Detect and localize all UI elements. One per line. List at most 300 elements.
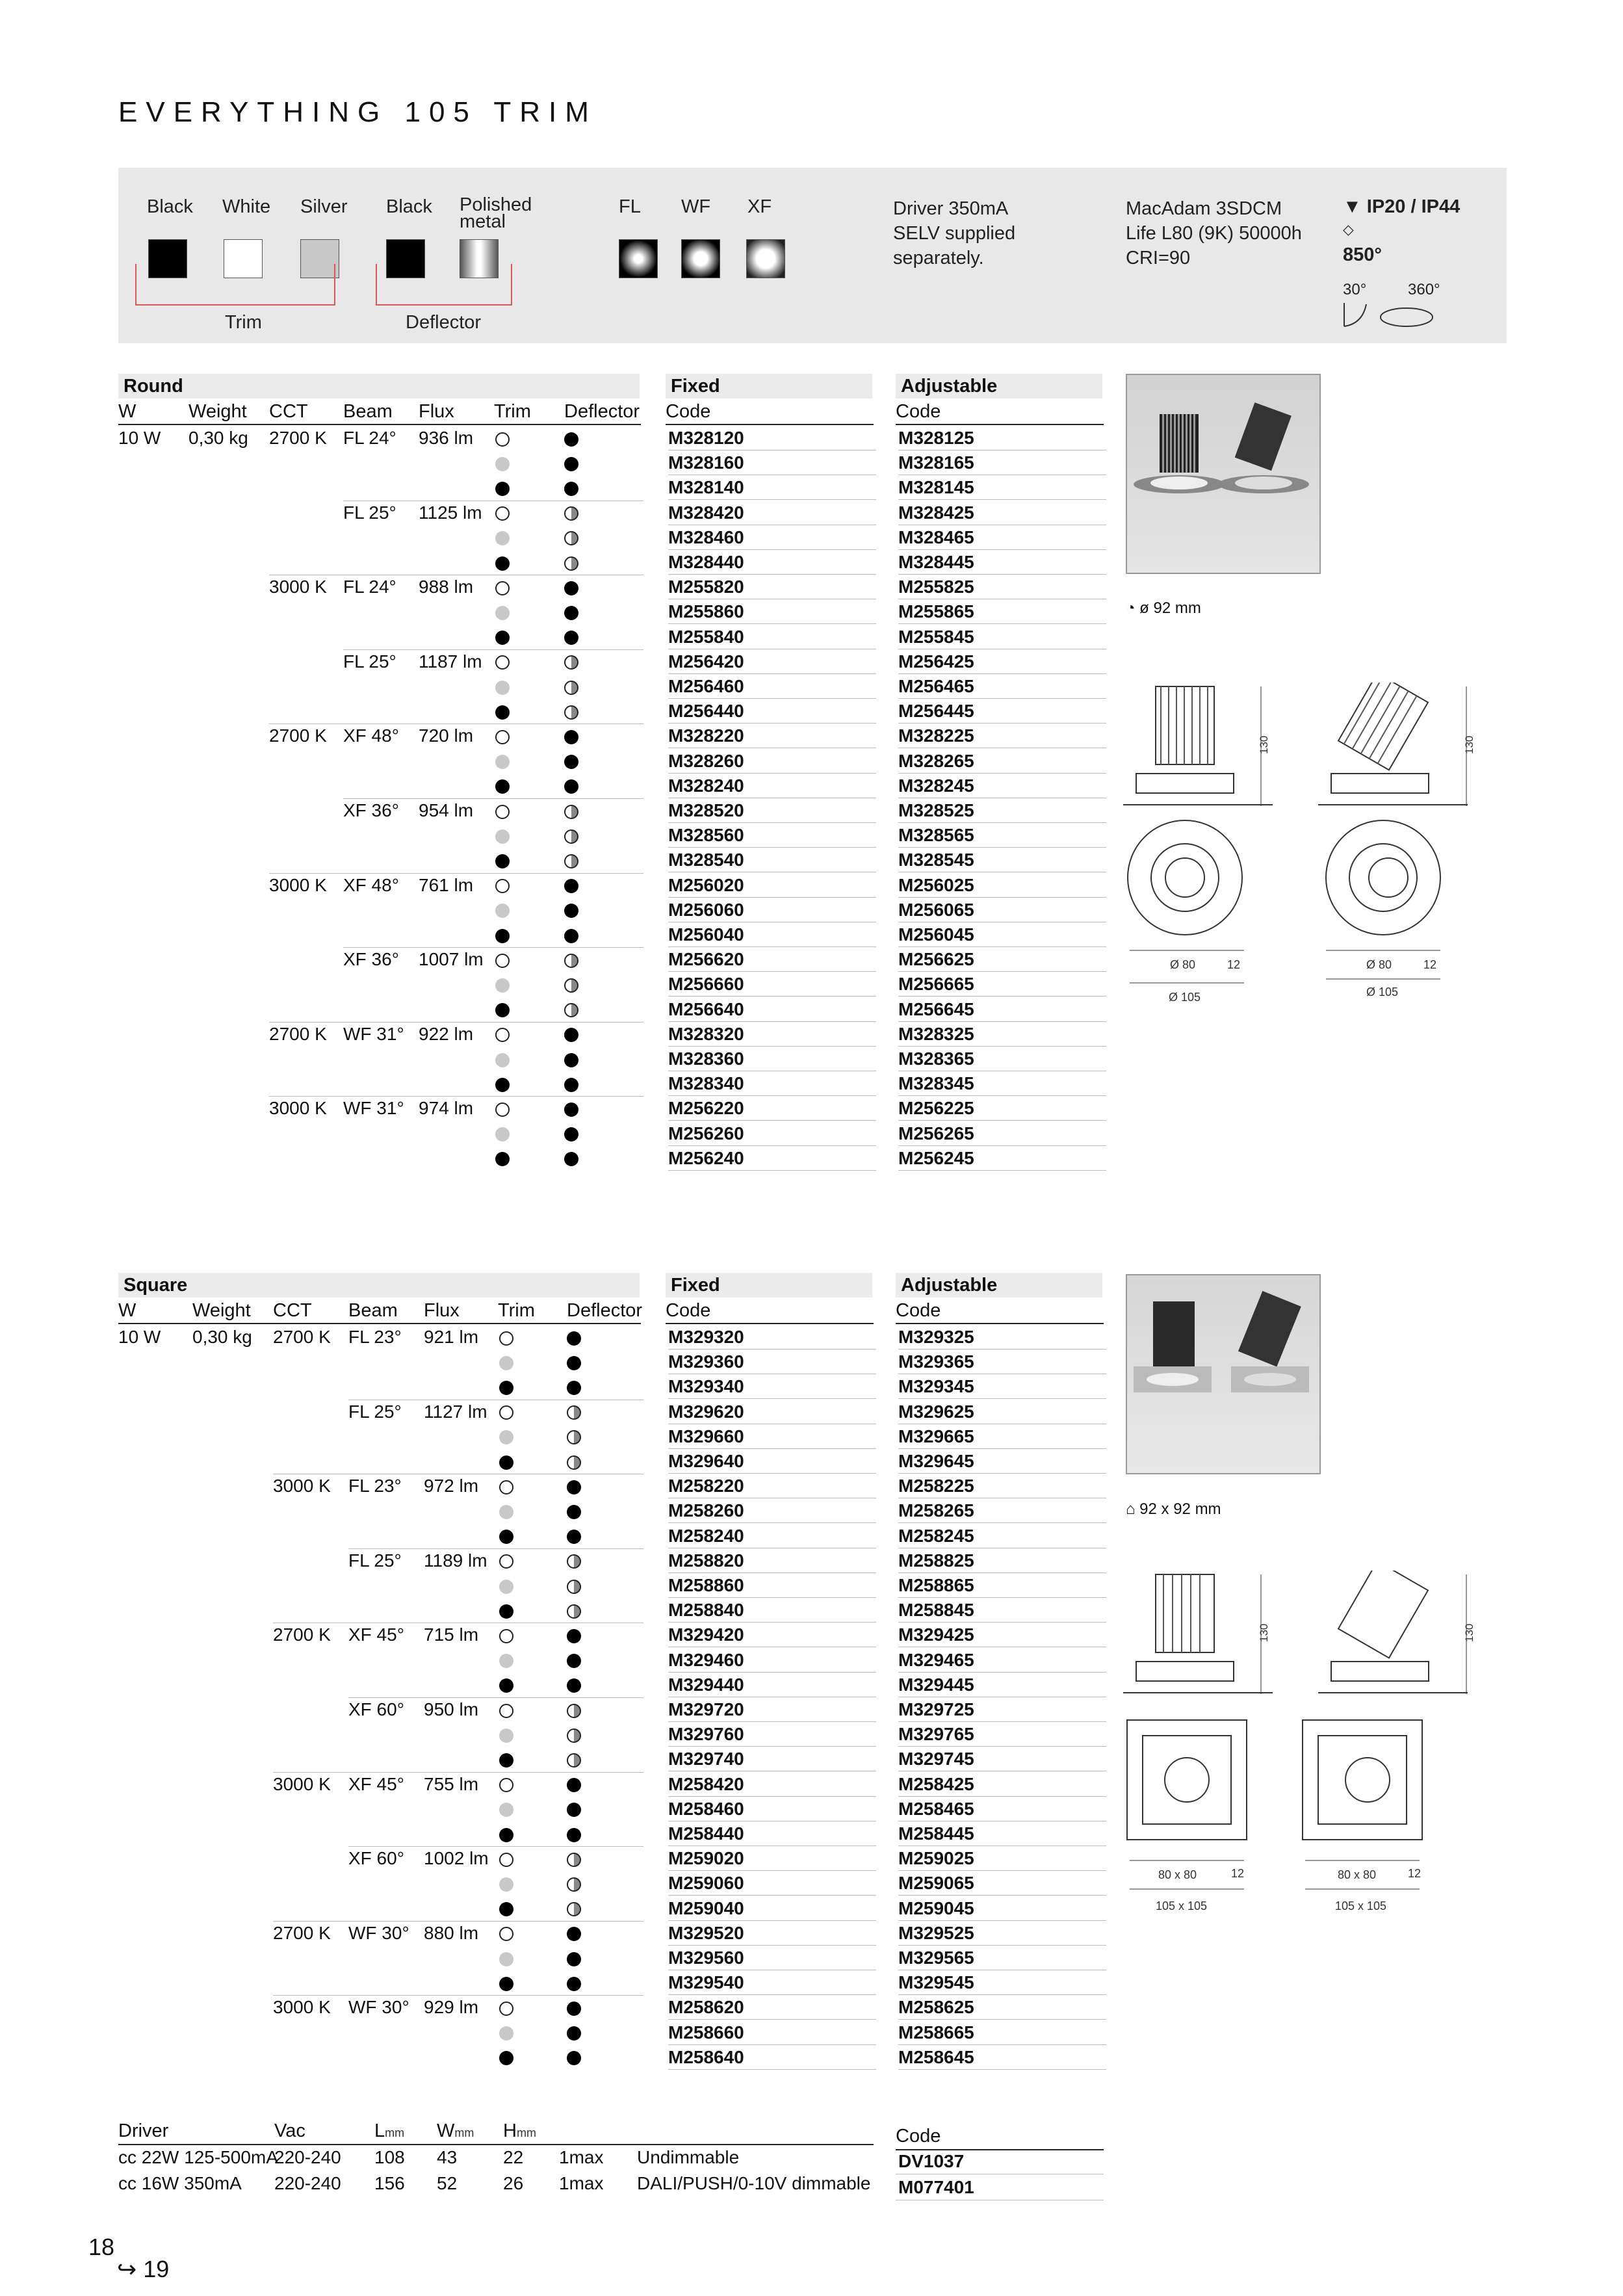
cell-fixed-code: M256020: [668, 874, 744, 895]
col-w: W: [118, 1300, 136, 1321]
cell-beam: FL 23°: [348, 1476, 402, 1496]
round-dim-trim: 12: [1227, 958, 1241, 971]
cell-adjustable-code: M329545: [898, 1972, 974, 1993]
cell-fixed-code: M258220: [668, 1476, 744, 1496]
table-row: [118, 724, 1106, 748]
driver-cell: 22: [503, 2147, 524, 2167]
color-code: 850°: [1343, 244, 1382, 265]
row-divider: [898, 1170, 1106, 1171]
cell-adjustable-code: M328225: [898, 725, 974, 746]
cell-adjustable-code: M258265: [898, 1500, 974, 1521]
table-row: [118, 1573, 1106, 1598]
cell-fixed-code: M329340: [668, 1376, 744, 1397]
deflector-dot-icon: [564, 475, 578, 500]
table-row: [118, 575, 1106, 599]
cell-adjustable-code: M328325: [898, 1023, 974, 1044]
trim-dot-icon: [499, 1722, 513, 1747]
cell-fixed-code: M329560: [668, 1948, 744, 1968]
driver-cell: DV1037: [898, 2151, 965, 2171]
cell-fixed-code: M258420: [668, 1773, 744, 1794]
cell-adjustable-code: M259065: [898, 1873, 974, 1894]
driver-cell: 108: [374, 2147, 405, 2167]
cell-adjustable-code: M258845: [898, 1600, 974, 1621]
table-row: [118, 2020, 1106, 2045]
cell-adjustable-code: M329325: [898, 1327, 974, 1347]
deflector-dot-icon: [567, 2020, 581, 2045]
deflector-dot-icon: [564, 575, 578, 599]
cell-cct: 2700 K: [269, 1023, 327, 1044]
deflector-dot-icon: [564, 1071, 578, 1096]
cell-adjustable-code: M329425: [898, 1624, 974, 1645]
beam-wf-icon: [681, 239, 720, 278]
cell-fixed-code: M258840: [668, 1600, 744, 1621]
table-row: [118, 450, 1106, 475]
cell-adjustable-code: M258245: [898, 1525, 974, 1546]
cell-adjustable-code: M329525: [898, 1922, 974, 1943]
deflector-dot-icon: [564, 873, 578, 898]
cell-beam: FL 25°: [343, 502, 396, 523]
table-row: [118, 1846, 1106, 1871]
cell-adjustable-code: M256025: [898, 874, 974, 895]
deflector-dot-icon: [564, 997, 578, 1022]
cell-flux: 1189 lm: [424, 1550, 487, 1571]
deflector-dot-icon: [567, 1871, 581, 1896]
cell-adjustable-code: M328165: [898, 452, 974, 473]
deflector-dot-icon: [564, 922, 578, 947]
cell-adjustable-code: M328425: [898, 502, 974, 523]
trim-dot-icon: [495, 426, 510, 450]
round-cutout: ◔ ø 92 mm: [1126, 599, 1201, 617]
table-row: [118, 1449, 1106, 1474]
square-adj-height-dim: 130: [1463, 1623, 1475, 1642]
deflector-dot-icon: [564, 550, 578, 575]
cell-fixed-code: M328120: [668, 428, 744, 448]
driver-col-code: Code: [896, 2126, 941, 2146]
cell-adjustable-code: M328245: [898, 775, 974, 796]
driver-cell: M077401: [898, 2177, 974, 2197]
cell-fixed-code: M328320: [668, 1023, 744, 1044]
col-weight: Weight: [188, 401, 247, 422]
deflector-dot-icon: [567, 1400, 581, 1424]
trim-dot-icon: [499, 1797, 513, 1821]
deflector-dot-icon: [567, 1474, 581, 1498]
col-flux: Flux: [424, 1300, 460, 1321]
square-adj-dim-trim: 12: [1408, 1867, 1422, 1880]
beam-xf-icon: [746, 239, 785, 278]
cell-adjustable-code: M328365: [898, 1049, 974, 1069]
driver-cell: Undimmable: [637, 2147, 740, 2167]
cell-flux: 972 lm: [424, 1476, 479, 1496]
driver-cell: 52: [437, 2173, 458, 2193]
col-trim: Trim: [494, 401, 531, 422]
cell-beam: XF 60°: [348, 1699, 404, 1719]
table-row: [118, 1673, 1106, 1697]
cell-beam: XF 45°: [348, 1624, 404, 1645]
trim-dot-icon: [499, 1374, 513, 1399]
page-number: 18: [88, 2234, 115, 2260]
table-row: [118, 898, 1106, 922]
cell-beam: WF 30°: [348, 1922, 409, 1943]
cell-adjustable-code: M328265: [898, 750, 974, 771]
cell-cct: 3000 K: [273, 1773, 331, 1794]
cell-cct: 3000 K: [269, 1098, 327, 1119]
deflector-dot-icon: [567, 1846, 581, 1871]
table-row: [118, 1797, 1106, 1821]
cell-beam: FL 25°: [343, 651, 396, 672]
trim-dot-icon: [495, 724, 510, 748]
table-row: [118, 1648, 1106, 1673]
cell-fixed-code: M328560: [668, 825, 744, 846]
round-adj-height-dim: 130: [1463, 735, 1475, 754]
deflector-dot-icon: [567, 1648, 581, 1673]
deflector-dot-icon: [567, 1673, 581, 1697]
cell-beam: FL 24°: [343, 428, 396, 448]
cell-fixed-code: M329720: [668, 1699, 744, 1719]
cell-fixed-code: M258860: [668, 1575, 744, 1595]
square-rule: [118, 1323, 641, 1324]
deflector-dot-icon: [567, 1747, 581, 1771]
cell-adjustable-code: M328525: [898, 800, 974, 820]
cell-fixed-code: M329660: [668, 1426, 744, 1446]
trim-dot-icon: [495, 749, 510, 774]
cell-fixed-code: M258440: [668, 1823, 744, 1844]
group-divider: [269, 1022, 643, 1023]
table-row: [118, 1970, 1106, 1995]
deflector-dot-icon: [567, 1921, 581, 1946]
cell-adjustable-code: M256265: [898, 1123, 974, 1143]
deflector-dot-icon: [567, 1970, 581, 1995]
driver-cell: 43: [437, 2147, 458, 2167]
cell-fixed-code: M328340: [668, 1073, 744, 1094]
table-row: [118, 501, 1106, 525]
cell-flux: 755 lm: [424, 1773, 479, 1794]
class-icon: ⬦: [1343, 221, 1354, 239]
cell-fixed-code: M258620: [668, 1997, 744, 2018]
deflector-dot-icon: [567, 1946, 581, 1970]
beam-fl-icon: [619, 239, 658, 278]
table-row: [118, 848, 1106, 872]
cell-fixed-code: M329460: [668, 1649, 744, 1670]
table-row: [118, 674, 1106, 699]
group-divider: [348, 1548, 643, 1549]
cell-adjustable-code: M329665: [898, 1426, 974, 1446]
cell-flux: 974 lm: [419, 1098, 474, 1119]
round-rule: [118, 424, 641, 425]
driver-col-w: Wmm: [437, 2120, 474, 2141]
table-row: [118, 922, 1106, 947]
trim-dot-icon: [495, 848, 510, 872]
driver-note: Driver 350mA SELV supplied separately.: [893, 198, 1016, 268]
group-divider: [343, 947, 643, 948]
cell-fixed-code: M328140: [668, 477, 744, 498]
square-cutout: ⌂ 92 x 92 mm: [1126, 1500, 1221, 1518]
cell-cct: 2700 K: [269, 428, 327, 448]
cell-flux: 1125 lm: [419, 502, 482, 523]
cell-weight: 0,30 kg: [188, 428, 248, 448]
deflector-dot-icon: [567, 1797, 581, 1821]
table-row: [118, 599, 1106, 624]
trim-label: Trim: [225, 312, 262, 333]
table-row: [118, 1325, 1106, 1350]
cell-flux: 922 lm: [419, 1023, 474, 1044]
deflector-dot-icon: [564, 749, 578, 774]
col-adjustable-code: Code: [896, 401, 941, 422]
macadam-note: MacAdam 3SDCM Life L80 (9K) 50000h CRI=90: [1126, 198, 1302, 268]
round-adj-dim-trim: 12: [1423, 958, 1437, 971]
trim-dot-icon: [499, 1474, 513, 1498]
cell-adjustable-code: M329725: [898, 1699, 974, 1719]
cell-beam: XF 36°: [343, 949, 399, 970]
driver-cell: cc 16W 350mA: [118, 2173, 242, 2193]
deflector-dot-icon: [567, 1498, 581, 1523]
cell-cct: 2700 K: [273, 1922, 331, 1943]
beam-xf-label: XF: [747, 196, 772, 217]
row-divider: [898, 2069, 1106, 2070]
cell-adjustable-code: M328125: [898, 428, 974, 448]
cell-fixed-code: M259060: [668, 1873, 744, 1894]
col-fixed-code: Code: [666, 1300, 711, 1321]
cell-flux: 720 lm: [419, 725, 474, 746]
cell-flux: 715 lm: [424, 1624, 479, 1645]
arrow-right-icon: ↪: [117, 2256, 137, 2282]
trim-dot-icon: [495, 997, 510, 1022]
cell-adjustable-code: M329765: [898, 1724, 974, 1745]
driver-row: [118, 2145, 1106, 2170]
deflector-dot-icon: [564, 426, 578, 450]
trim-dot-icon: [495, 674, 510, 699]
table-row: [118, 649, 1106, 674]
cell-fixed-code: M258660: [668, 2022, 744, 2042]
group-divider: [343, 649, 643, 650]
cell-adjustable-code: M328565: [898, 825, 974, 846]
cell-adjustable-code: M258665: [898, 2022, 974, 2042]
trim-dot-icon: [499, 1623, 513, 1647]
col-beam: Beam: [348, 1300, 398, 1321]
next-page-link[interactable]: ↪ 19: [117, 2256, 170, 2282]
round-dim-inner: Ø 80: [1170, 958, 1196, 971]
col-deflector: Deflector: [567, 1300, 643, 1321]
cell-fixed-code: M328220: [668, 725, 744, 746]
deflector-dot-icon: [567, 1548, 581, 1573]
deflector-dot-icon: [564, 724, 578, 748]
cell-adjustable-code: M329565: [898, 1948, 974, 1968]
driver-table: [118, 2119, 1106, 2210]
square-fixed-rule: [666, 1323, 874, 1324]
table-row: [118, 1548, 1106, 1573]
cell-w: 10 W: [118, 428, 161, 448]
cell-adjustable-code: M256045: [898, 924, 974, 945]
square-dim-outer: 105 x 105: [1156, 1899, 1208, 1912]
cell-fixed-code: M329620: [668, 1401, 744, 1422]
cell-flux: 954 lm: [419, 800, 474, 820]
cell-adjustable-code: M256065: [898, 899, 974, 920]
round-adj-dim-outer: Ø 105: [1366, 985, 1399, 998]
cell-adjustable-code: M328345: [898, 1073, 974, 1094]
trim-dot-icon: [499, 1573, 513, 1598]
table-row: [118, 1047, 1106, 1071]
cell-beam: XF 60°: [348, 1848, 404, 1869]
deflector-dot-icon: [567, 1524, 581, 1548]
tilt-angle: 30°: [1343, 281, 1367, 298]
cell-fixed-code: M328540: [668, 850, 744, 870]
cell-flux: 921 lm: [424, 1327, 479, 1347]
col-beam: Beam: [343, 401, 393, 422]
cell-fixed-code: M256460: [668, 676, 744, 696]
cell-flux: 936 lm: [419, 428, 474, 448]
trim-dot-icon: [499, 1325, 513, 1350]
cell-fixed-code: M258460: [668, 1798, 744, 1819]
deflector-dot-icon: [567, 1697, 581, 1722]
cell-fixed-code: M328360: [668, 1049, 744, 1069]
col-adjustable-code: Code: [896, 1300, 941, 1321]
table-row: [118, 823, 1106, 848]
trim-dot-icon: [499, 1524, 513, 1548]
deflector-dot-icon: [567, 1449, 581, 1474]
trim-dot-icon: [495, 501, 510, 525]
cell-weight: 0,30 kg: [192, 1327, 252, 1347]
cell-adjustable-code: M258225: [898, 1476, 974, 1496]
cell-beam: WF 31°: [343, 1023, 404, 1044]
trim-silver-label: Silver: [300, 196, 348, 217]
cell-cct: 2700 K: [273, 1624, 331, 1645]
table-row: [118, 1623, 1106, 1647]
driver-cell: cc 22W 125-500mA: [118, 2147, 278, 2167]
table-row: [118, 873, 1106, 898]
cell-fixed-code: M258820: [668, 1550, 744, 1571]
trim-dot-icon: [499, 1946, 513, 1970]
trim-dot-icon: [499, 1697, 513, 1722]
cell-fixed-code: M329360: [668, 1351, 744, 1372]
col-cct: CCT: [273, 1300, 312, 1321]
table-row: [118, 1071, 1106, 1096]
cell-fixed-code: M328460: [668, 527, 744, 547]
deflector-dot-icon: [564, 947, 578, 972]
table-row: [118, 1146, 1106, 1171]
deflector-dot-icon: [564, 798, 578, 823]
row-divider: [668, 2069, 876, 2070]
trim-dot-icon: [495, 1121, 510, 1146]
table-row: [118, 1400, 1106, 1424]
cell-adjustable-code: M256445: [898, 701, 974, 722]
cell-beam: FL 24°: [343, 577, 396, 597]
cell-w: 10 W: [118, 1327, 161, 1347]
cell-fixed-code: M328260: [668, 750, 744, 771]
cell-fixed-code: M328440: [668, 552, 744, 572]
deflector-dot-icon: [564, 972, 578, 997]
cell-adjustable-code: M258425: [898, 1773, 974, 1794]
deflector-dot-icon: [567, 1896, 581, 1921]
trim-white-label: White: [222, 196, 271, 217]
table-row: [118, 1946, 1106, 1970]
trim-dot-icon: [499, 1449, 513, 1474]
cell-fixed-code: M259020: [668, 1848, 744, 1869]
cell-adjustable-code: M255865: [898, 601, 974, 622]
table-row: [118, 1350, 1106, 1374]
table-row: [118, 1022, 1106, 1047]
driver-cell: 220-240: [274, 2147, 341, 2167]
trim-dot-icon: [499, 1921, 513, 1946]
deflector-dot-icon: [564, 848, 578, 872]
trim-dot-icon: [499, 1548, 513, 1573]
rotation-icon: [1343, 298, 1434, 330]
deflector-polished-label: Polished metal: [460, 194, 532, 232]
trim-dot-icon: [495, 450, 510, 475]
cell-adjustable-code: M256225: [898, 1098, 974, 1119]
trim-dot-icon: [495, 972, 510, 997]
table-row: [118, 972, 1106, 997]
trim-dot-icon: [499, 1673, 513, 1697]
trim-dot-icon: [499, 1498, 513, 1523]
group-divider: [269, 873, 643, 874]
driver-cell: DALI/PUSH/0-10V dimmable: [637, 2173, 871, 2193]
cell-adjustable-code: M256645: [898, 998, 974, 1019]
cell-adjustable-code: M256465: [898, 676, 974, 696]
cell-fixed-code: M256260: [668, 1123, 744, 1143]
cell-flux: 1007 lm: [419, 949, 484, 970]
trim-dot-icon: [495, 774, 510, 798]
cell-adjustable-code: M328465: [898, 527, 974, 547]
cell-beam: FL 25°: [348, 1550, 402, 1571]
cell-adjustable-code: M256625: [898, 949, 974, 970]
trim-black-label: Black: [147, 196, 193, 217]
deflector-dot-icon: [564, 450, 578, 475]
group-divider: [343, 798, 643, 799]
driver-cell: 26: [503, 2173, 524, 2193]
cell-flux: 880 lm: [424, 1922, 479, 1943]
cell-fixed-code: M256660: [668, 974, 744, 995]
col-flux: Flux: [419, 401, 454, 422]
trim-dot-icon: [499, 2045, 513, 2070]
deflector-dot-icon: [567, 1325, 581, 1350]
table-row: [118, 997, 1106, 1022]
cell-adjustable-code: M259025: [898, 1848, 974, 1869]
cell-fixed-code: M259040: [668, 1898, 744, 1918]
cell-fixed-code: M256060: [668, 899, 744, 920]
trim-dot-icon: [495, 823, 510, 848]
cell-fixed-code: M328420: [668, 502, 744, 523]
table-row: [118, 1747, 1106, 1771]
cell-adjustable-code: M255845: [898, 626, 974, 647]
trim-dot-icon: [499, 1648, 513, 1673]
round-table: [118, 374, 1106, 1180]
cell-fixed-code: M256640: [668, 998, 744, 1019]
cell-flux: 988 lm: [419, 577, 474, 597]
trim-dot-icon: [495, 599, 510, 624]
trim-dot-icon: [495, 649, 510, 674]
row-divider: [668, 1170, 876, 1171]
col-cct: CCT: [269, 401, 308, 422]
cell-fixed-code: M255820: [668, 577, 744, 597]
col-fixed-code: Code: [666, 401, 711, 422]
deflector-dot-icon: [567, 2045, 581, 2070]
cell-adjustable-code: M258825: [898, 1550, 974, 1571]
round-technical-drawing: [1123, 683, 1487, 1021]
deflector-dot-icon: [564, 898, 578, 922]
deflector-dot-icon: [567, 1573, 581, 1598]
round-adj-dim-inner: Ø 80: [1366, 958, 1392, 971]
cell-adjustable-code: M329345: [898, 1376, 974, 1397]
beam-wf-label: WF: [681, 196, 711, 217]
group-divider: [273, 1995, 643, 1996]
cell-adjustable-code: M329625: [898, 1401, 974, 1422]
square-adj-dim-inner: 80 x 80: [1338, 1868, 1377, 1881]
deflector-dot-icon: [564, 501, 578, 525]
table-row: [118, 947, 1106, 972]
trim-dot-icon: [495, 550, 510, 575]
trim-dot-icon: [499, 1424, 513, 1449]
trim-dot-icon: [495, 1047, 510, 1071]
cutout-round-icon: ◔: [1126, 599, 1136, 617]
